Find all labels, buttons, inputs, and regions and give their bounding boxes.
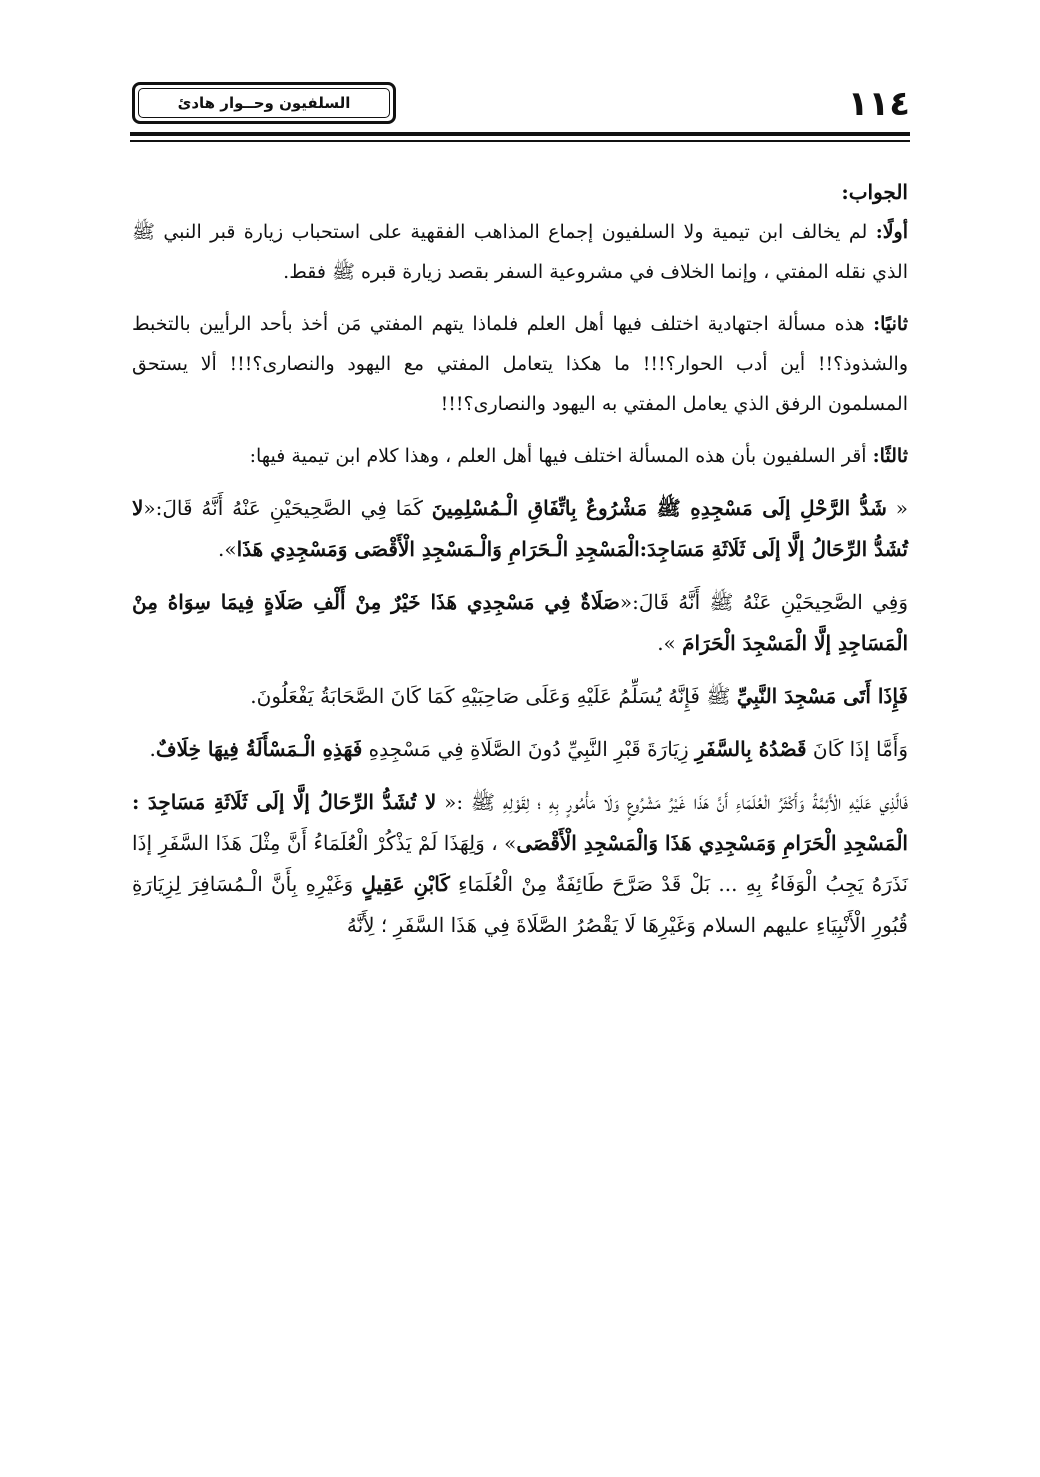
quote-emphasis: فَهَذِهِ الْـمَسْأَلَةُ فِيهَا خِلَافٌ [155,737,363,761]
quote-paragraph-4 [132,729,908,770]
quote-text: وَفِي الصَّحِيحَيْنِ عَنْهُ ﷺ أَنَّهُ قَالَ:« [619,590,908,614]
quote-text: زِيَارَةَ قَبْرِ النَّبِيِّ دُونَ الصَّلَاةِ فِي مَسْجِدِهِ [362,737,695,761]
quote-emphasis: صَلَاةٌ فِي مَسْجِدِي هَذَا خَيْرٌ مِنْ أَلْفِ صَلَاةٍ فِيمَا سِوَاهُ مِنْ الْمَسَاجِدِ إلَّا الْمَسْجِدَ الْحَرَامَ [132,590,908,655]
page-body [132,172,908,958]
paragraph-lead: ثالثًا: [872,445,908,467]
quote-text: » ، وَلِهَذَا لَمْ يَذْكُرْ الْعُلَمَاءُ أَنَّ مِثْلَ هَذَا السَّفَرِ إذَا نَذَرَهُ يَجِبُ الْوَفَاءُ بِهِ ... بَلْ قَدْ صَرَّحَ طَائِفَةٌ مِنْ الْعُلَمَاءِ [132,831,908,896]
quote-text: فَالَّذِي عَلَيْهِ الْأَئِمَّةُ وَأَكْثَرُ الْعُلَمَاءِ أَنَّ هَذَا غَيْرُ مَشْرُوعٍ وَلَا مَأْمُورٍ بِهِ ؛ لِقَوْلِهِ ﷺ :« [436,790,908,814]
quote-paragraph-1 [132,488,908,570]
quote-emphasis: كَابْنِ عَقِيلٍ [361,872,450,896]
quote-paragraph-3 [132,676,908,717]
paragraph-text: لم يخالف ابن تيمية ولا السلفيون إجماع المذاهب الفقهية على استحباب زيارة قبر النبي ﷺ الذي نقله المفتي ، وإنما الخلاف في مشروعية السفر بقصد زيارة قبره ﷺ فقط. [132,221,908,283]
quote-text: ». [657,631,683,655]
quote-paragraph-5 [132,782,908,946]
header-rule-thin [130,140,910,142]
quote-text: ». [217,537,237,561]
paragraph-third [132,436,908,476]
quote-text: « [886,496,909,520]
quote-emphasis: لا تُشَدُّ الرِّحَالُ إلَّا إلَى ثَلَاثَةِ مَسَاجِدَ : الْمَسْجِدِ الْحَرَامِ وَمَسْجِدِي هَذَا وَالْمَسْجِدِ الْأَقْصَى [132,790,908,855]
paragraph-text: هذه مسألة اجتهادية اختلف فيها أهل العلم فلماذا يتهم المفتي مَن أخذ بأحد الرأيين بالتخبط والشذوذ؟!! أين أدب الحوار؟!!! ما هكذا يتعامل المفتي مع اليهود والنصارى؟!!! ألا يستحق المسلمون الرفق الذي يعامل المفتي به اليهود والنصارى؟!!! [132,313,908,415]
paragraph-first [132,212,908,292]
quote-text: وَأَمَّا إذَا كَانَ [806,737,908,761]
book-title: السلفيون وحــوار هادئ [138,88,390,118]
paragraph-second [132,304,908,424]
quote-text: وَغَيْرِهِ بِأَنَّ الْـمُسَافِرَ لِزِيَارَةِ قُبُورِ الْأَنْبِيَاءِ عليهم السلام وَغَيْرِهَا لَا يَقْصُرُ الصَّلَاةَ فِي هَذَا السَّفَرِ ؛ لِأَنَّهُ [132,872,908,937]
book-title-frame [132,82,396,124]
answer-heading: الجواب: [841,180,908,204]
page-header [130,80,910,148]
quote-emphasis: شَدُّ الرَّحْلِ إلَى مَسْجِدِهِ ﷺ مَشْرُوعٌ بِاتِّفَاقِ الْـمُسْلِمِينَ [431,496,887,520]
paragraph-text: أقر السلفيون بأن هذه المسألة اختلف فيها أهل العلم ، وهذا كلام ابن تيمية فيها: [249,445,873,467]
header-rule-thick [130,132,910,136]
paragraph-lead: أولًا: [875,221,908,243]
quote-paragraph-2 [132,582,908,664]
page-number: ١١٤ [847,84,910,124]
quote-text: ﷺ فَإِنَّهُ يُسَلِّمُ عَلَيْهِ وَعَلَى صَاحِبَيْهِ كَمَا كَانَ الصَّحَابَةُ يَفْعَلُونَ. [250,684,737,708]
quote-emphasis: فَإِذَا أَتَى مَسْجِدَ النَّبِيِّ [736,684,908,708]
quote-text: . [149,737,156,761]
paragraph-lead: ثانيًا: [873,313,908,335]
quote-emphasis: قَصْدُهُ بِالسَّفَرِ [694,737,807,761]
quote-emphasis: لا تُشَدُّ الرِّحَالُ إلَّا إلَى ثَلَاثَةِ مَسَاجِدَ:الْمَسْجِدِ الْـحَرَامِ وَالْـمَسْجِدِ الْأَقْصَى وَمَسْجِدِي هَذَا [132,496,908,561]
quote-text: كَمَا فِي الصَّحِيحَيْنِ عَنْهُ أَنَّهُ قَالَ:« [143,496,432,520]
